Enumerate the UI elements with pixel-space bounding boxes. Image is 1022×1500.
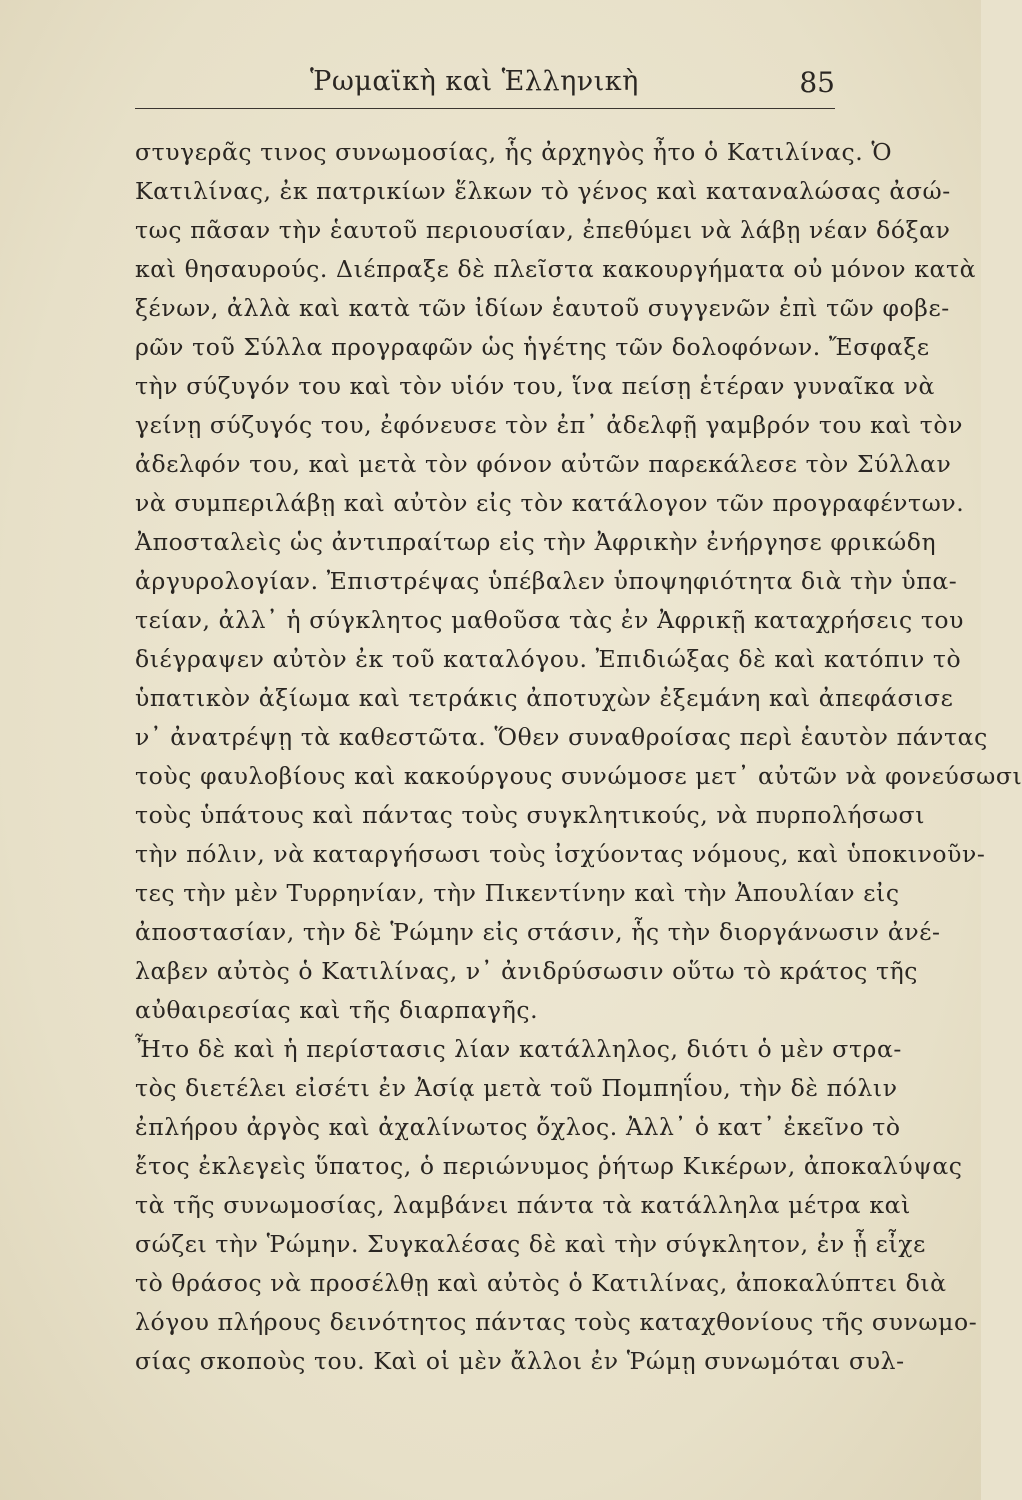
text-line: Ἀποσταλεὶς ὡς ἀντιπραίτωρ εἰς τὴν Ἀφρικὴν ἐνήργησε φρικώδη [135, 528, 937, 556]
body-text [135, 133, 1022, 1381]
paragraph-end-line: αὐθαιρεσίας καὶ τῆς διαρπαγῆς. [135, 996, 539, 1024]
page-header [135, 64, 835, 109]
text-line: τείαν, ἀλλ᾿ ἡ σύγκλητος μαθοῦσα τὰς ἐν Ἀφρικῇ καταχρήσεις του [135, 606, 965, 634]
text-line: Κατιλίνας, ἐκ πατρικίων ἕλκων τὸ γένος καὶ καταναλώσας ἀσώ- [135, 177, 951, 205]
text-line: ἐπλήρου ἀργὸς καὶ ἀχαλίνωτος ὄχλος. Ἀλλ᾿ ὁ κατ᾿ ἐκεῖνο τὸ [135, 1113, 901, 1141]
text-line: τοὺς ὑπάτους καὶ πάντας τοὺς συγκλητικούς, νὰ πυρπολήσωσι [135, 801, 926, 829]
text-line: τὴν πόλιν, νὰ καταργήσωσι τοὺς ἰσχύοντας νόμους, καὶ ὑποκινοῦν- [135, 840, 986, 868]
text-line: ἀργυρολογίαν. Ἐπιστρέψας ὑπέβαλεν ὑποψηφιότητα διὰ τὴν ὑπα- [135, 567, 958, 595]
text-line: ἔτος ἐκλεγεὶς ὕπατος, ὁ περιώνυμος ῥήτωρ Κικέρων, ἀποκαλύψας [135, 1152, 963, 1180]
text-line: καὶ θησαυρούς. Διέπραξε δὲ πλεῖστα κακουργήματα οὐ μόνον κατὰ [135, 255, 977, 283]
text-line: ξένων, ἀλλὰ καὶ κατὰ τῶν ἰδίων ἑαυτοῦ συγγενῶν ἐπὶ τῶν φοβε- [135, 294, 950, 322]
text-line: τὰ τῆς συνωμοσίας, λαμβάνει πάντα τὰ κατάλληλα μέτρα καὶ [135, 1191, 911, 1219]
text-line: σώζει τὴν Ῥώμην. Συγκαλέσας δὲ καὶ τὴν σύγκλητον, ἐν ᾗ εἶχε [135, 1230, 926, 1258]
text-line: ρῶν τοῦ Σύλλα προγραφῶν ὡς ἡγέτης τῶν δολοφόνων. Ἔσφαξε [135, 333, 930, 361]
page-number: 85 [799, 66, 835, 99]
text-line: ἀδελφόν του, καὶ μετὰ τὸν φόνον αὐτῶν παρεκάλεσε τὸν Σύλλαν [135, 450, 952, 478]
text-line: νὰ συμπεριλάβῃ καὶ αὐτὸν εἰς τὸν κατάλογον τῶν προγραφέντων. [135, 489, 965, 517]
text-line: Ἦτο δὲ καὶ ἡ περίστασις λίαν κατάλληλος, διότι ὁ μὲν στρα- [135, 1035, 902, 1063]
text-line: σίας σκοποὺς του. Καὶ οἱ μὲν ἄλλοι ἐν Ῥώμῃ συνωμόται συλ- [135, 1347, 905, 1375]
text-line: γείνῃ σύζυγός του, ἐφόνευσε τὸν ἐπ᾿ ἀδελφῇ γαμβρόν του καὶ τὸν [135, 411, 964, 439]
text-line: διέγραψεν αὐτὸν ἐκ τοῦ καταλόγου. Ἐπιδιώξας δὲ καὶ κατόπιν τὸ [135, 645, 962, 673]
running-title: Ῥωμαϊκὴ καὶ Ἑλληνικὴ [310, 66, 639, 97]
text-line: τως πᾶσαν τὴν ἑαυτοῦ περιουσίαν, ἐπεθύμει νὰ λάβῃ νέαν δόξαν [135, 216, 951, 244]
text-line: τες τὴν μὲν Τυρρηνίαν, τὴν Πικεντίνην καὶ τὴν Ἀπουλίαν εἰς [135, 879, 900, 907]
text-line: λαβεν αὐτὸς ὁ Κατιλίνας, ν᾿ ἀνιδρύσωσιν οὕτω τὸ κράτος τῆς [135, 957, 919, 985]
text-line: τοὺς φαυλοβίους καὶ κακούργους συνώμοσε μετ᾿ αὐτῶν νὰ φονεύσωσι [135, 762, 1022, 790]
text-line: ὑπατικὸν ἀξίωμα καὶ τετράκις ἀποτυχὼν ἐξεμάνη καὶ ἀπεφάσισε [135, 684, 954, 712]
text-line: στυγερᾶς τινος συνωμοσίας, ἧς ἀρχηγὸς ἦτο ὁ Κατιλίνας. Ὁ [135, 138, 893, 166]
text-line: λόγου πλήρους δεινότητος πάντας τοὺς καταχθονίους τῆς συνωμο- [135, 1308, 978, 1336]
text-line: ἀποστασίαν, τὴν δὲ Ῥώμην εἰς στάσιν, ἧς τὴν διοργάνωσιν ἀνέ- [135, 918, 941, 946]
text-line: τὸς διετέλει εἰσέτι ἐν Ἀσίᾳ μετὰ τοῦ Πομπηΐου, τὴν δὲ πόλιν [135, 1074, 898, 1102]
text-line: ν᾿ ἀνατρέψῃ τὰ καθεστῶτα. Ὅθεν συναθροίσας περὶ ἑαυτὸν πάντας [135, 723, 988, 751]
text-line: τὸ θράσος νὰ προσέλθῃ καὶ αὐτὸς ὁ Κατιλίνας, ἀποκαλύπτει διὰ [135, 1269, 947, 1297]
text-line: τὴν σύζυγόν του καὶ τὸν υἱόν του, ἵνα πείσῃ ἑτέραν γυναῖκα νὰ [135, 372, 935, 400]
